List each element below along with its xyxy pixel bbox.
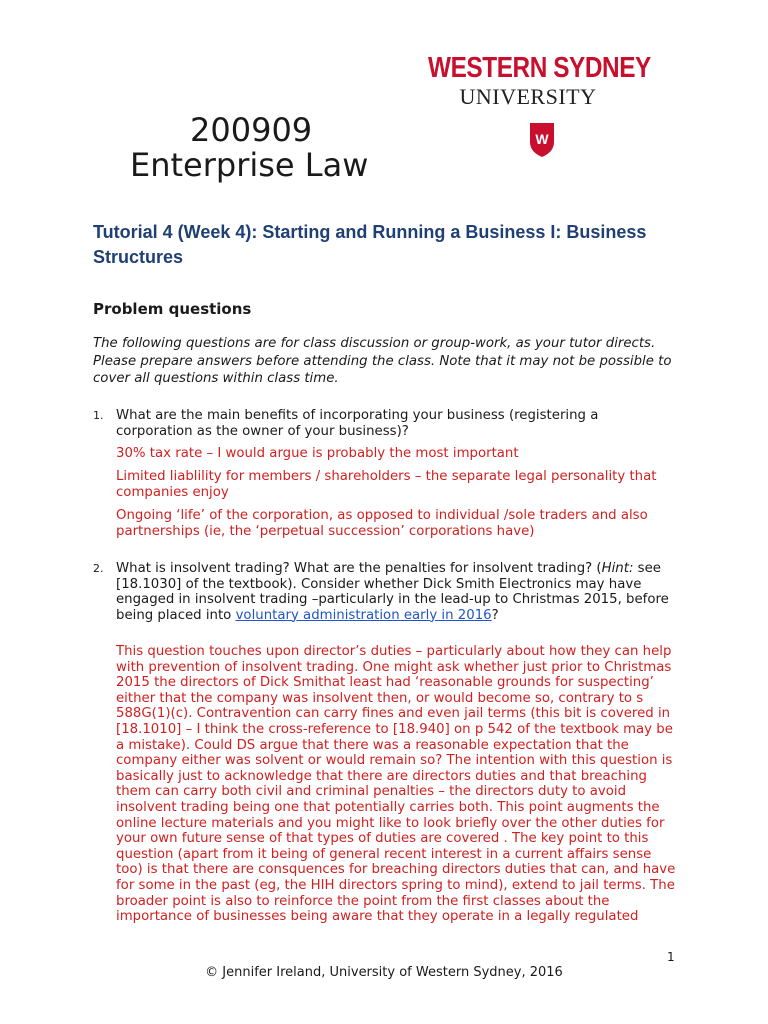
question-2 — [93, 561, 678, 623]
answer-2: This question touches upon director’s duties – particularly about how they can help with prevention of insolvent trading. One might ask whether just prior to Christmas 2015 the directors of Dick Smithat least had ‘reasonable grounds for suspecting’ either that the company was insolvent then, or would become so, contrary to s 588G(1)(c). Contravention can carry fines and even jail terms (this bit is covered in [18.1010] – I think the cross-reference to [18.940] on p 542 of the textbook may be a mistake). Could DS argue that there was a reasonable expectation that the company either was solvent or would remain so? The intention with this question is basically just to acknowledge that there are directors duties and that breaching them can carry both civil and criminal penalties – the directors duty to avoid insolvent trading being one that potentially carries both. This point augments the online lecture materials and you might like to look briefly over the other duties for your own future sense of that types of duties are covered . The key point to this question (apart from it being of general recent interest in a current affairs sense too) is that there are consquences for breaching directors duties that can, and have for some in the past (eg, the HIH directors spring to mind), extend to jail terms. The broader point is also to reinforce the point from the first classes about the importance of businesses being aware that they operate in a legally regulated — [116, 644, 676, 925]
question-text-part: ? — [491, 607, 499, 623]
tutorial-title: Tutorial 4 (Week 4): Starting and Running a Business I: Business Structures — [93, 222, 647, 267]
answer-1-1: 30% tax rate – I would argue is probably the most important — [116, 446, 519, 461]
footer-copyright: © Jennifer Ireland, University of Western Sydney, 2016 — [205, 965, 563, 980]
hint-label: Hint: — [601, 561, 634, 576]
page-number: 1 — [667, 950, 675, 964]
logo-name-line2: UNIVERSITY — [459, 84, 597, 109]
course-code: 200909 — [190, 111, 313, 149]
shield-icon — [529, 122, 555, 158]
question-number: 2. — [93, 562, 104, 575]
voluntary-administration-link[interactable]: voluntary administration early in 2016 — [235, 607, 492, 623]
answer-1-2: Limited liablility for members / shareholders – the separate legal personality that companies enjoy — [116, 469, 657, 500]
question-1 — [93, 408, 678, 439]
logo-name-line1: WESTERN SYDNEY — [428, 52, 651, 84]
intro-paragraph: The following questions are for class discussion or group-work, as your tutor directs. Please prepare answers before attending the class. Note that it may not be possible to cover all questions within class time. — [93, 336, 672, 386]
course-name: Enterprise Law — [130, 146, 369, 184]
answer-1-3: Ongoing ‘life’ of the corporation, as opposed to individual /sole traders and also partnerships (ie, the ‘perpetual succession’ corporations have) — [116, 508, 648, 539]
question-text-part: see [18.1030] of the textbook). Consider whether Dick Smith Electronics may have engaged in insolvent trading –particularly in the lead-up to Christmas 2015, before being placed into — [116, 561, 669, 623]
question-text-part: What is insolvent trading? What are the penalties for insolvent trading? ( — [116, 561, 602, 576]
question-text — [116, 561, 678, 623]
question-number: 1. — [93, 409, 104, 422]
shield-letter: W — [535, 131, 549, 147]
section-heading: Problem questions — [93, 300, 252, 318]
question-text: What are the main benefits of incorporating your business (registering a corporation as the owner of your business)? — [116, 408, 599, 439]
university-logo — [423, 50, 663, 166]
